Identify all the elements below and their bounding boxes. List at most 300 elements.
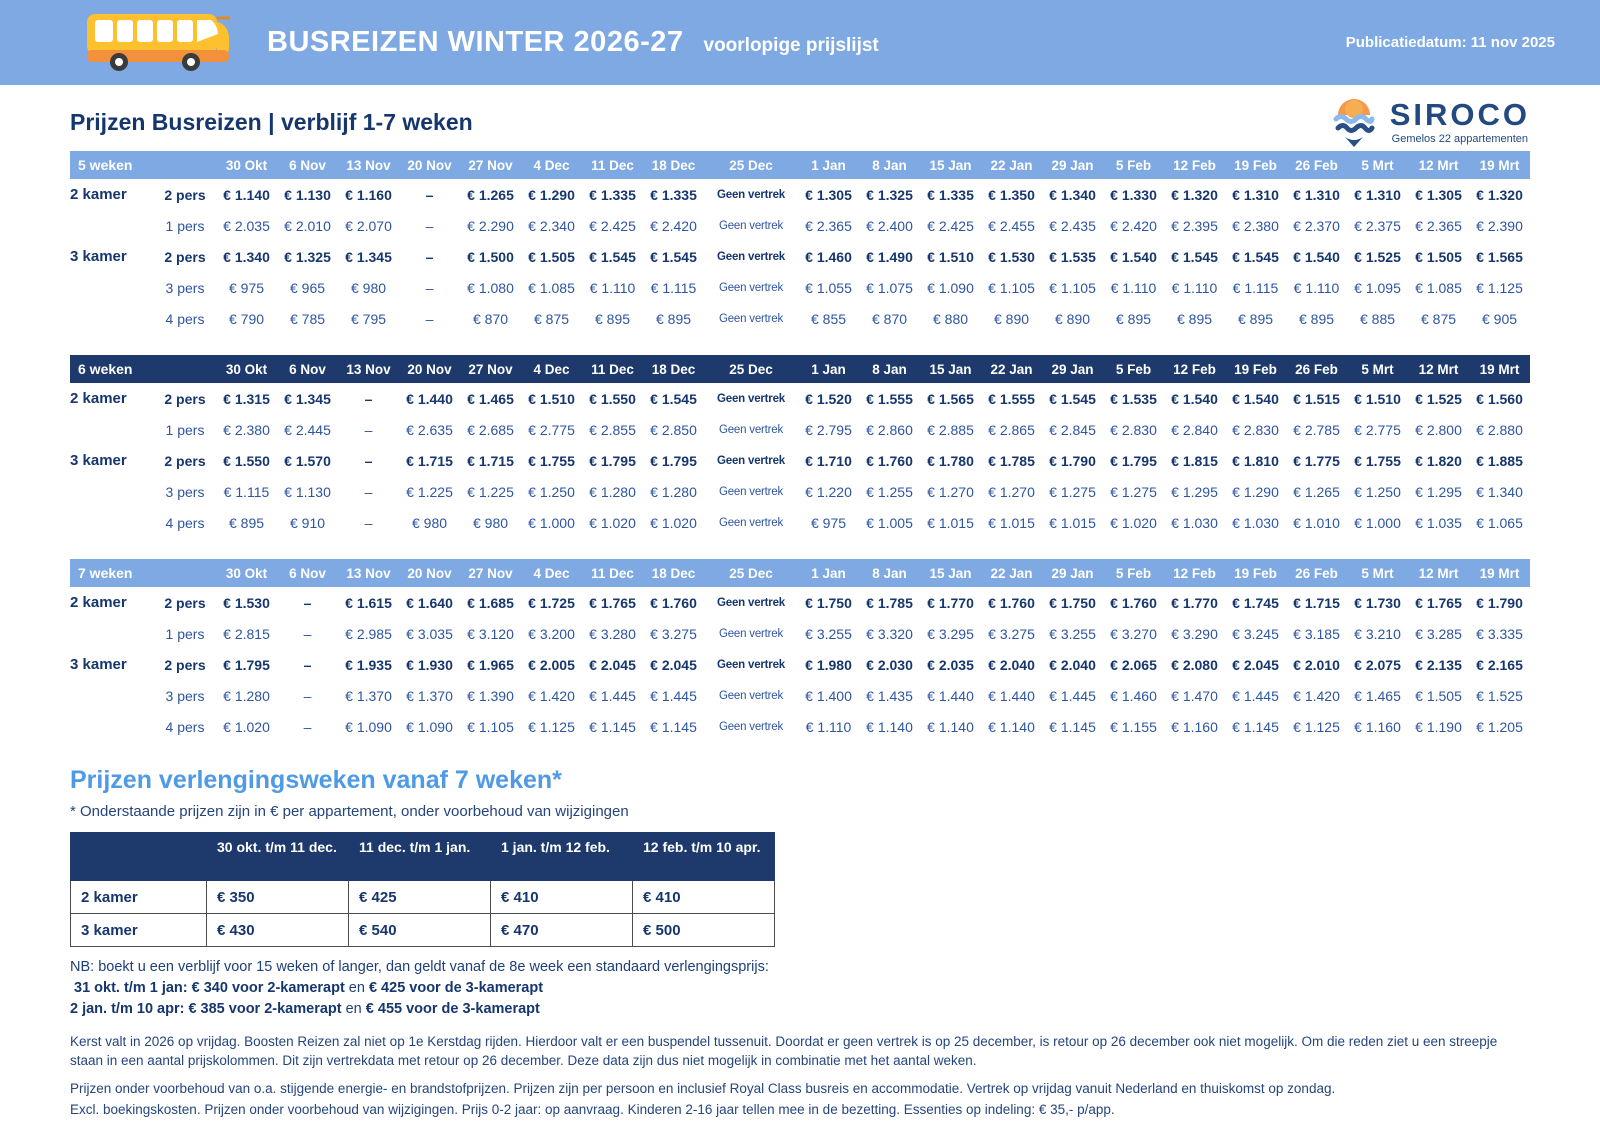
price-cell: € 890 [1054, 310, 1091, 327]
price-cell: € 1.370 [406, 687, 453, 704]
extension-price-cell: € 470 [491, 914, 633, 947]
kamer-label [70, 414, 154, 445]
date-column-header: 29 Jan [1042, 355, 1103, 383]
date-column-header: 4 Dec [521, 355, 582, 383]
price-cell: € 1.280 [223, 687, 270, 704]
price-cell: – [303, 687, 312, 704]
date-column-header: 27 Nov [460, 559, 521, 587]
price-cell: – [364, 483, 373, 500]
date-column-header: 27 Nov [460, 151, 521, 179]
price-cell: € 2.070 [345, 217, 392, 234]
price-cell: € 1.790 [1049, 452, 1096, 469]
price-cell: Geen vertrek [718, 312, 784, 325]
price-cell: Geen vertrek [718, 516, 784, 529]
price-cell: € 2.390 [1476, 217, 1523, 234]
price-cell: € 2.065 [1110, 656, 1157, 673]
date-column-header: 8 Jan [859, 559, 920, 587]
price-cell: € 1.275 [1049, 483, 1096, 500]
footnotes [70, 1033, 1530, 1120]
pers-label: 2 pers [164, 390, 206, 407]
price-cell: € 2.035 [927, 656, 974, 673]
price-cell: € 2.365 [1415, 217, 1462, 234]
price-cell: Geen vertrek [718, 720, 784, 733]
pers-label: 1 pers [165, 625, 205, 642]
kamer-label [70, 507, 154, 538]
date-column-header: 25 Dec [704, 151, 798, 179]
price-cell: € 1.030 [1171, 514, 1218, 531]
price-cell: € 2.785 [1293, 421, 1340, 438]
date-column-header: 30 Okt [216, 355, 277, 383]
price-cell: € 2.375 [1354, 217, 1401, 234]
price-cell: € 1.390 [467, 687, 514, 704]
price-cell: Geen vertrek [718, 423, 784, 436]
pers-label: 1 pers [165, 217, 205, 234]
top-banner [0, 0, 1600, 85]
price-cell: € 1.110 [1293, 279, 1340, 296]
price-cell: € 1.555 [988, 390, 1035, 407]
price-cell: € 1.250 [528, 483, 575, 500]
price-cell: € 1.090 [406, 718, 453, 735]
price-cell: € 1.545 [1049, 390, 1096, 407]
price-cell: € 1.615 [345, 594, 392, 611]
price-cell: € 1.885 [1476, 452, 1523, 469]
price-cell: € 1.270 [927, 483, 974, 500]
price-cell: Geen vertrek [717, 658, 785, 671]
price-cell: € 1.440 [406, 390, 453, 407]
document-title: BUSREIZEN WINTER 2026-27 [267, 26, 684, 58]
nb-intro: NB: boekt u een verblijf voor 15 weken of langer, dan geldt vanaf de 8e week een standaard verlengingsprijs: [70, 959, 769, 975]
date-column-header: 19 Mrt [1469, 355, 1530, 383]
price-cell: € 1.530 [223, 594, 270, 611]
price-cell: € 1.140 [988, 718, 1035, 735]
price-cell: € 2.865 [988, 421, 1035, 438]
price-cell: € 1.540 [1232, 390, 1279, 407]
price-cell: € 1.290 [528, 186, 575, 203]
price-cell: € 1.760 [988, 594, 1035, 611]
price-cell: € 1.775 [1293, 452, 1340, 469]
pers-label: 2 pers [164, 186, 206, 203]
price-cell: € 3.245 [1232, 625, 1279, 642]
publication-date: Publicatiedatum: 11 nov 2025 [1345, 34, 1555, 51]
price-cell: € 875 [533, 310, 570, 327]
date-column-header: 20 Nov [399, 151, 460, 179]
price-cell: € 2.365 [805, 217, 852, 234]
price-cell: € 3.255 [805, 625, 852, 642]
price-cell: € 1.510 [528, 390, 575, 407]
week-label: 6 weken [70, 355, 216, 383]
pers-label: 4 pers [165, 310, 205, 327]
kamer-label [70, 618, 154, 649]
kamer-label [70, 272, 154, 303]
sun-wave-pin-icon [1328, 93, 1380, 151]
extension-row [71, 881, 775, 914]
price-row [70, 618, 1530, 649]
price-cell: € 1.270 [988, 483, 1035, 500]
price-cell: € 895 [1237, 310, 1274, 327]
price-cell: – [425, 217, 434, 234]
price-cell: € 2.830 [1110, 421, 1157, 438]
price-cell: € 2.010 [284, 217, 331, 234]
price-cell: € 1.770 [927, 594, 974, 611]
price-cell: € 895 [228, 514, 265, 531]
price-cell: € 1.540 [1171, 390, 1218, 407]
price-cell: € 1.105 [467, 718, 514, 735]
price-cell: € 905 [1481, 310, 1518, 327]
price-cell: € 1.265 [1293, 483, 1340, 500]
price-cell: € 1.525 [1354, 248, 1401, 265]
price-cell: € 975 [810, 514, 847, 531]
date-column-header: 25 Dec [704, 355, 798, 383]
extension-period-header: 12 feb. t/m 10 apr. [633, 833, 775, 881]
date-column-header: 25 Dec [704, 559, 798, 587]
price-cell: € 2.425 [927, 217, 974, 234]
price-cell: € 895 [1298, 310, 1335, 327]
price-cell: € 3.270 [1110, 625, 1157, 642]
price-cell: € 1.220 [805, 483, 852, 500]
price-cell: € 875 [1420, 310, 1457, 327]
price-cell: € 1.445 [1232, 687, 1279, 704]
date-column-header: 19 Mrt [1469, 559, 1530, 587]
price-cell: € 2.420 [650, 217, 697, 234]
price-cell: € 3.280 [589, 625, 636, 642]
price-cell: € 965 [289, 279, 326, 296]
price-cell: € 1.465 [467, 390, 514, 407]
price-cell: € 895 [1115, 310, 1152, 327]
date-column-header: 5 Feb [1103, 151, 1164, 179]
price-cell: € 870 [472, 310, 509, 327]
price-cell: € 1.290 [1232, 483, 1279, 500]
price-cell: € 1.280 [650, 483, 697, 500]
price-cell: € 1.055 [805, 279, 852, 296]
date-column-header: 4 Dec [521, 151, 582, 179]
price-cell: € 910 [289, 514, 326, 531]
price-cell: € 1.760 [1110, 594, 1157, 611]
logo-tagline: Gemelos 22 appartementen [1391, 133, 1529, 145]
price-cell: € 1.445 [1049, 687, 1096, 704]
price-cell: – [364, 421, 373, 438]
price-cell: € 885 [1359, 310, 1396, 327]
price-cell: € 1.160 [1171, 718, 1218, 735]
price-cell: € 1.225 [467, 483, 514, 500]
price-cell: € 1.555 [866, 390, 913, 407]
date-column-header: 12 Feb [1164, 151, 1225, 179]
price-cell: € 2.040 [1049, 656, 1096, 673]
extension-kamer-label: 2 kamer [71, 881, 207, 914]
price-cell: € 2.685 [467, 421, 514, 438]
price-cell: € 2.370 [1293, 217, 1340, 234]
price-cell: € 1.795 [223, 656, 270, 673]
price-cell: € 1.710 [805, 452, 852, 469]
price-cell: € 3.275 [650, 625, 697, 642]
price-cell: € 2.885 [927, 421, 974, 438]
price-cell: – [425, 279, 434, 296]
price-cell: € 2.985 [345, 625, 392, 642]
date-column-header: 11 Dec [582, 355, 643, 383]
date-column-header: 13 Nov [338, 559, 399, 587]
price-cell: € 1.005 [866, 514, 913, 531]
price-cell: € 3.255 [1049, 625, 1096, 642]
price-cell: € 2.165 [1476, 656, 1523, 673]
price-cell: € 1.310 [1354, 186, 1401, 203]
price-cell: € 1.685 [467, 594, 514, 611]
pers-label: 3 pers [165, 687, 205, 704]
date-column-header: 1 Jan [798, 151, 859, 179]
price-cell: € 1.320 [1476, 186, 1523, 203]
price-cell: € 3.320 [866, 625, 913, 642]
price-cell: – [303, 718, 312, 735]
price-cell: € 1.330 [1110, 186, 1157, 203]
price-cell: € 1.110 [1110, 279, 1157, 296]
price-cell: € 790 [228, 310, 265, 327]
price-cell: € 1.145 [1049, 718, 1096, 735]
date-column-header: 18 Dec [643, 355, 704, 383]
pers-label: 4 pers [165, 718, 205, 735]
price-cell: Geen vertrek [718, 281, 784, 294]
price-cell: € 2.045 [650, 656, 697, 673]
price-cell: € 1.565 [927, 390, 974, 407]
price-cell: € 3.200 [528, 625, 575, 642]
price-cell: € 2.860 [866, 421, 913, 438]
date-column-header: 8 Jan [859, 355, 920, 383]
price-row [70, 383, 1530, 414]
price-cell: € 1.505 [1415, 687, 1462, 704]
date-column-header: 13 Nov [338, 355, 399, 383]
price-cell: € 1.340 [1476, 483, 1523, 500]
price-cell: € 1.790 [1476, 594, 1523, 611]
price-cell: Geen vertrek [717, 250, 785, 263]
price-cell: € 3.295 [927, 625, 974, 642]
price-cell: € 1.715 [406, 452, 453, 469]
price-cell: € 1.155 [1110, 718, 1157, 735]
price-cell: € 1.420 [528, 687, 575, 704]
price-cell: € 1.325 [866, 186, 913, 203]
price-cell: € 2.445 [284, 421, 331, 438]
extension-price-cell: € 350 [207, 881, 349, 914]
price-cell: € 895 [594, 310, 631, 327]
price-cell: € 1.320 [1171, 186, 1218, 203]
price-cell: € 1.820 [1415, 452, 1462, 469]
nb-line-2: 2 jan. t/m 10 apr: € 385 voor 2-kamerapt en € 455 voor de 3-kamerapt [70, 1001, 540, 1018]
price-cell: € 1.315 [223, 390, 270, 407]
date-column-header: 5 Mrt [1347, 151, 1408, 179]
price-cell: € 1.510 [927, 248, 974, 265]
week-label: 5 weken [70, 151, 216, 179]
extension-period-header: 11 dec. t/m 1 jan. [349, 833, 491, 881]
price-cell: € 980 [411, 514, 448, 531]
footnote-prijzen: Prijzen onder voorbehoud van o.a. stijgende energie- en brandstofprijzen. Prijzen zijn per persoon en inclusief Royal Class busreis en accommodatie. Vertrek op vrijdag vanuit Nederland en thuiskomst op zondag. [70, 1080, 1336, 1096]
price-cell: € 2.290 [467, 217, 514, 234]
price-cell: € 1.785 [866, 594, 913, 611]
price-cell: € 2.135 [1415, 656, 1462, 673]
price-cell: € 1.225 [406, 483, 453, 500]
price-cell: € 2.845 [1049, 421, 1096, 438]
price-cell: € 1.435 [866, 687, 913, 704]
date-column-header: 22 Jan [981, 355, 1042, 383]
price-cell: € 3.185 [1293, 625, 1340, 642]
price-cell: € 1.420 [1293, 687, 1340, 704]
price-cell: € 1.350 [988, 186, 1035, 203]
price-cell: € 1.730 [1354, 594, 1401, 611]
price-table-7-weken [70, 559, 1530, 742]
price-cell: € 1.255 [866, 483, 913, 500]
price-cell: € 2.010 [1293, 656, 1340, 673]
price-cell: € 870 [871, 310, 908, 327]
price-row [70, 476, 1530, 507]
price-cell: € 1.090 [345, 718, 392, 735]
price-cell: € 1.010 [1293, 514, 1340, 531]
date-column-header: 29 Jan [1042, 151, 1103, 179]
price-cell: € 1.545 [650, 390, 697, 407]
date-column-header: 6 Nov [277, 355, 338, 383]
extension-price-cell: € 425 [349, 881, 491, 914]
price-cell: € 1.470 [1171, 687, 1218, 704]
price-cell: € 1.115 [223, 483, 270, 500]
price-cell: € 3.285 [1415, 625, 1462, 642]
price-cell: € 1.930 [406, 656, 453, 673]
price-cell: € 2.775 [1354, 421, 1401, 438]
price-cell: € 1.160 [345, 186, 392, 203]
price-row [70, 680, 1530, 711]
kamer-label: 2 kamer [70, 390, 127, 407]
price-cell: € 1.770 [1171, 594, 1218, 611]
price-cell: € 1.535 [1110, 390, 1157, 407]
pers-label: 1 pers [165, 421, 205, 438]
price-cell: € 1.145 [1232, 718, 1279, 735]
date-column-header: 30 Okt [216, 559, 277, 587]
price-cell: € 1.540 [1293, 248, 1340, 265]
price-cell: € 1.535 [1049, 248, 1096, 265]
price-cell: € 3.275 [988, 625, 1035, 642]
price-cell: € 1.140 [927, 718, 974, 735]
price-row [70, 414, 1530, 445]
price-cell: € 1.515 [1293, 390, 1340, 407]
price-cell: € 2.830 [1232, 421, 1279, 438]
price-cell: € 1.765 [1415, 594, 1462, 611]
date-column-header: 19 Feb [1225, 151, 1286, 179]
price-cell: € 1.140 [866, 718, 913, 735]
price-cell: € 1.015 [1049, 514, 1096, 531]
price-cell: € 2.775 [528, 421, 575, 438]
extension-period-header: 30 okt. t/m 11 dec. [207, 833, 349, 881]
price-cell: € 1.125 [1476, 279, 1523, 296]
price-cell: € 1.795 [1110, 452, 1157, 469]
date-column-header: 12 Feb [1164, 355, 1225, 383]
date-column-header: 26 Feb [1286, 559, 1347, 587]
price-row [70, 241, 1530, 272]
price-cell: € 2.455 [988, 217, 1035, 234]
price-cell: – [364, 390, 373, 407]
price-cell: € 1.085 [1415, 279, 1462, 296]
price-cell: € 1.130 [284, 483, 331, 500]
price-cell: € 1.095 [1354, 279, 1401, 296]
footnote-excl: Excl. boekingskosten. Prijzen onder voorbehoud van wijzigingen. Prijs 0-2 jaar: op aanvraag. Kinderen 2-16 jaar tellen mee in de bezetting. Essenties op indeling: € 35,- p/app. [70, 1101, 1115, 1117]
price-cell: € 1.780 [927, 452, 974, 469]
siroco-logo [1328, 93, 1530, 151]
price-cell: – [425, 186, 434, 203]
price-cell: € 1.110 [589, 279, 636, 296]
price-row [70, 649, 1530, 680]
price-cell: – [425, 248, 434, 265]
date-column-header: 18 Dec [643, 151, 704, 179]
price-cell: – [364, 514, 373, 531]
extension-price-cell: € 410 [491, 881, 633, 914]
price-cell: € 2.080 [1171, 656, 1218, 673]
kamer-label: 2 kamer [70, 594, 127, 611]
extension-price-cell: € 430 [207, 914, 349, 947]
date-column-header: 29 Jan [1042, 559, 1103, 587]
price-cell: – [303, 625, 312, 642]
price-cell: – [364, 452, 373, 469]
price-row [70, 711, 1530, 742]
price-cell: € 2.815 [223, 625, 270, 642]
price-cell: – [303, 656, 312, 673]
price-cell: € 1.545 [1171, 248, 1218, 265]
kamer-label: 3 kamer [70, 248, 127, 265]
price-cell: € 1.030 [1232, 514, 1279, 531]
price-cell: € 2.035 [223, 217, 270, 234]
price-cell: € 2.840 [1171, 421, 1218, 438]
price-cell: Geen vertrek [717, 596, 785, 609]
price-cell: € 1.440 [927, 687, 974, 704]
price-cell: € 1.305 [805, 186, 852, 203]
nb-line-1: 31 okt. t/m 1 jan: € 340 voor 2-kamerapt en € 425 voor de 3-kamerapt [74, 980, 544, 997]
extension-price-cell: € 540 [349, 914, 491, 947]
price-cell: € 1.295 [1415, 483, 1462, 500]
document-subtitle: voorlopige prijslijst [703, 34, 879, 56]
price-cell: € 1.160 [1354, 718, 1401, 735]
extension-corner-cell [71, 833, 207, 881]
page-title: Prijzen Busreizen | verblijf 1-7 weken [70, 109, 473, 135]
price-cell: € 795 [350, 310, 387, 327]
price-cell: € 1.275 [1110, 483, 1157, 500]
price-cell: € 2.075 [1354, 656, 1401, 673]
date-column-header: 15 Jan [920, 559, 981, 587]
date-column-header: 22 Jan [981, 559, 1042, 587]
price-cell: € 1.465 [1354, 687, 1401, 704]
price-cell: € 1.105 [988, 279, 1035, 296]
price-cell: € 1.400 [805, 687, 852, 704]
price-cell: € 1.020 [223, 718, 270, 735]
price-cell: € 1.445 [650, 687, 697, 704]
date-column-header: 8 Jan [859, 151, 920, 179]
price-cell: Geen vertrek [718, 219, 784, 232]
price-cell: € 1.015 [927, 514, 974, 531]
date-column-header: 5 Mrt [1347, 559, 1408, 587]
date-column-header: 6 Nov [277, 559, 338, 587]
price-cell: € 1.525 [1476, 687, 1523, 704]
pers-label: 4 pers [165, 514, 205, 531]
price-cell: € 1.545 [650, 248, 697, 265]
price-row [70, 303, 1530, 334]
price-cell: € 1.550 [589, 390, 636, 407]
price-cell: € 1.505 [1415, 248, 1462, 265]
price-cell: € 1.715 [1293, 594, 1340, 611]
price-cell: € 1.715 [467, 452, 514, 469]
extension-note: * Onderstaande prijzen zijn in € per appartement, onder voorbehoud van wijzigingen [70, 803, 629, 820]
price-cell: € 2.635 [406, 421, 453, 438]
price-cell: € 2.850 [650, 421, 697, 438]
date-column-header: 1 Jan [798, 559, 859, 587]
date-column-header: 15 Jan [920, 355, 981, 383]
date-column-header: 26 Feb [1286, 151, 1347, 179]
price-cell: € 1.125 [528, 718, 575, 735]
price-cell: € 1.250 [1354, 483, 1401, 500]
price-cell: € 1.545 [589, 248, 636, 265]
price-cell: € 1.280 [589, 483, 636, 500]
price-cell: € 1.085 [528, 279, 575, 296]
date-column-header: 22 Jan [981, 151, 1042, 179]
price-cell: € 1.035 [1415, 514, 1462, 531]
